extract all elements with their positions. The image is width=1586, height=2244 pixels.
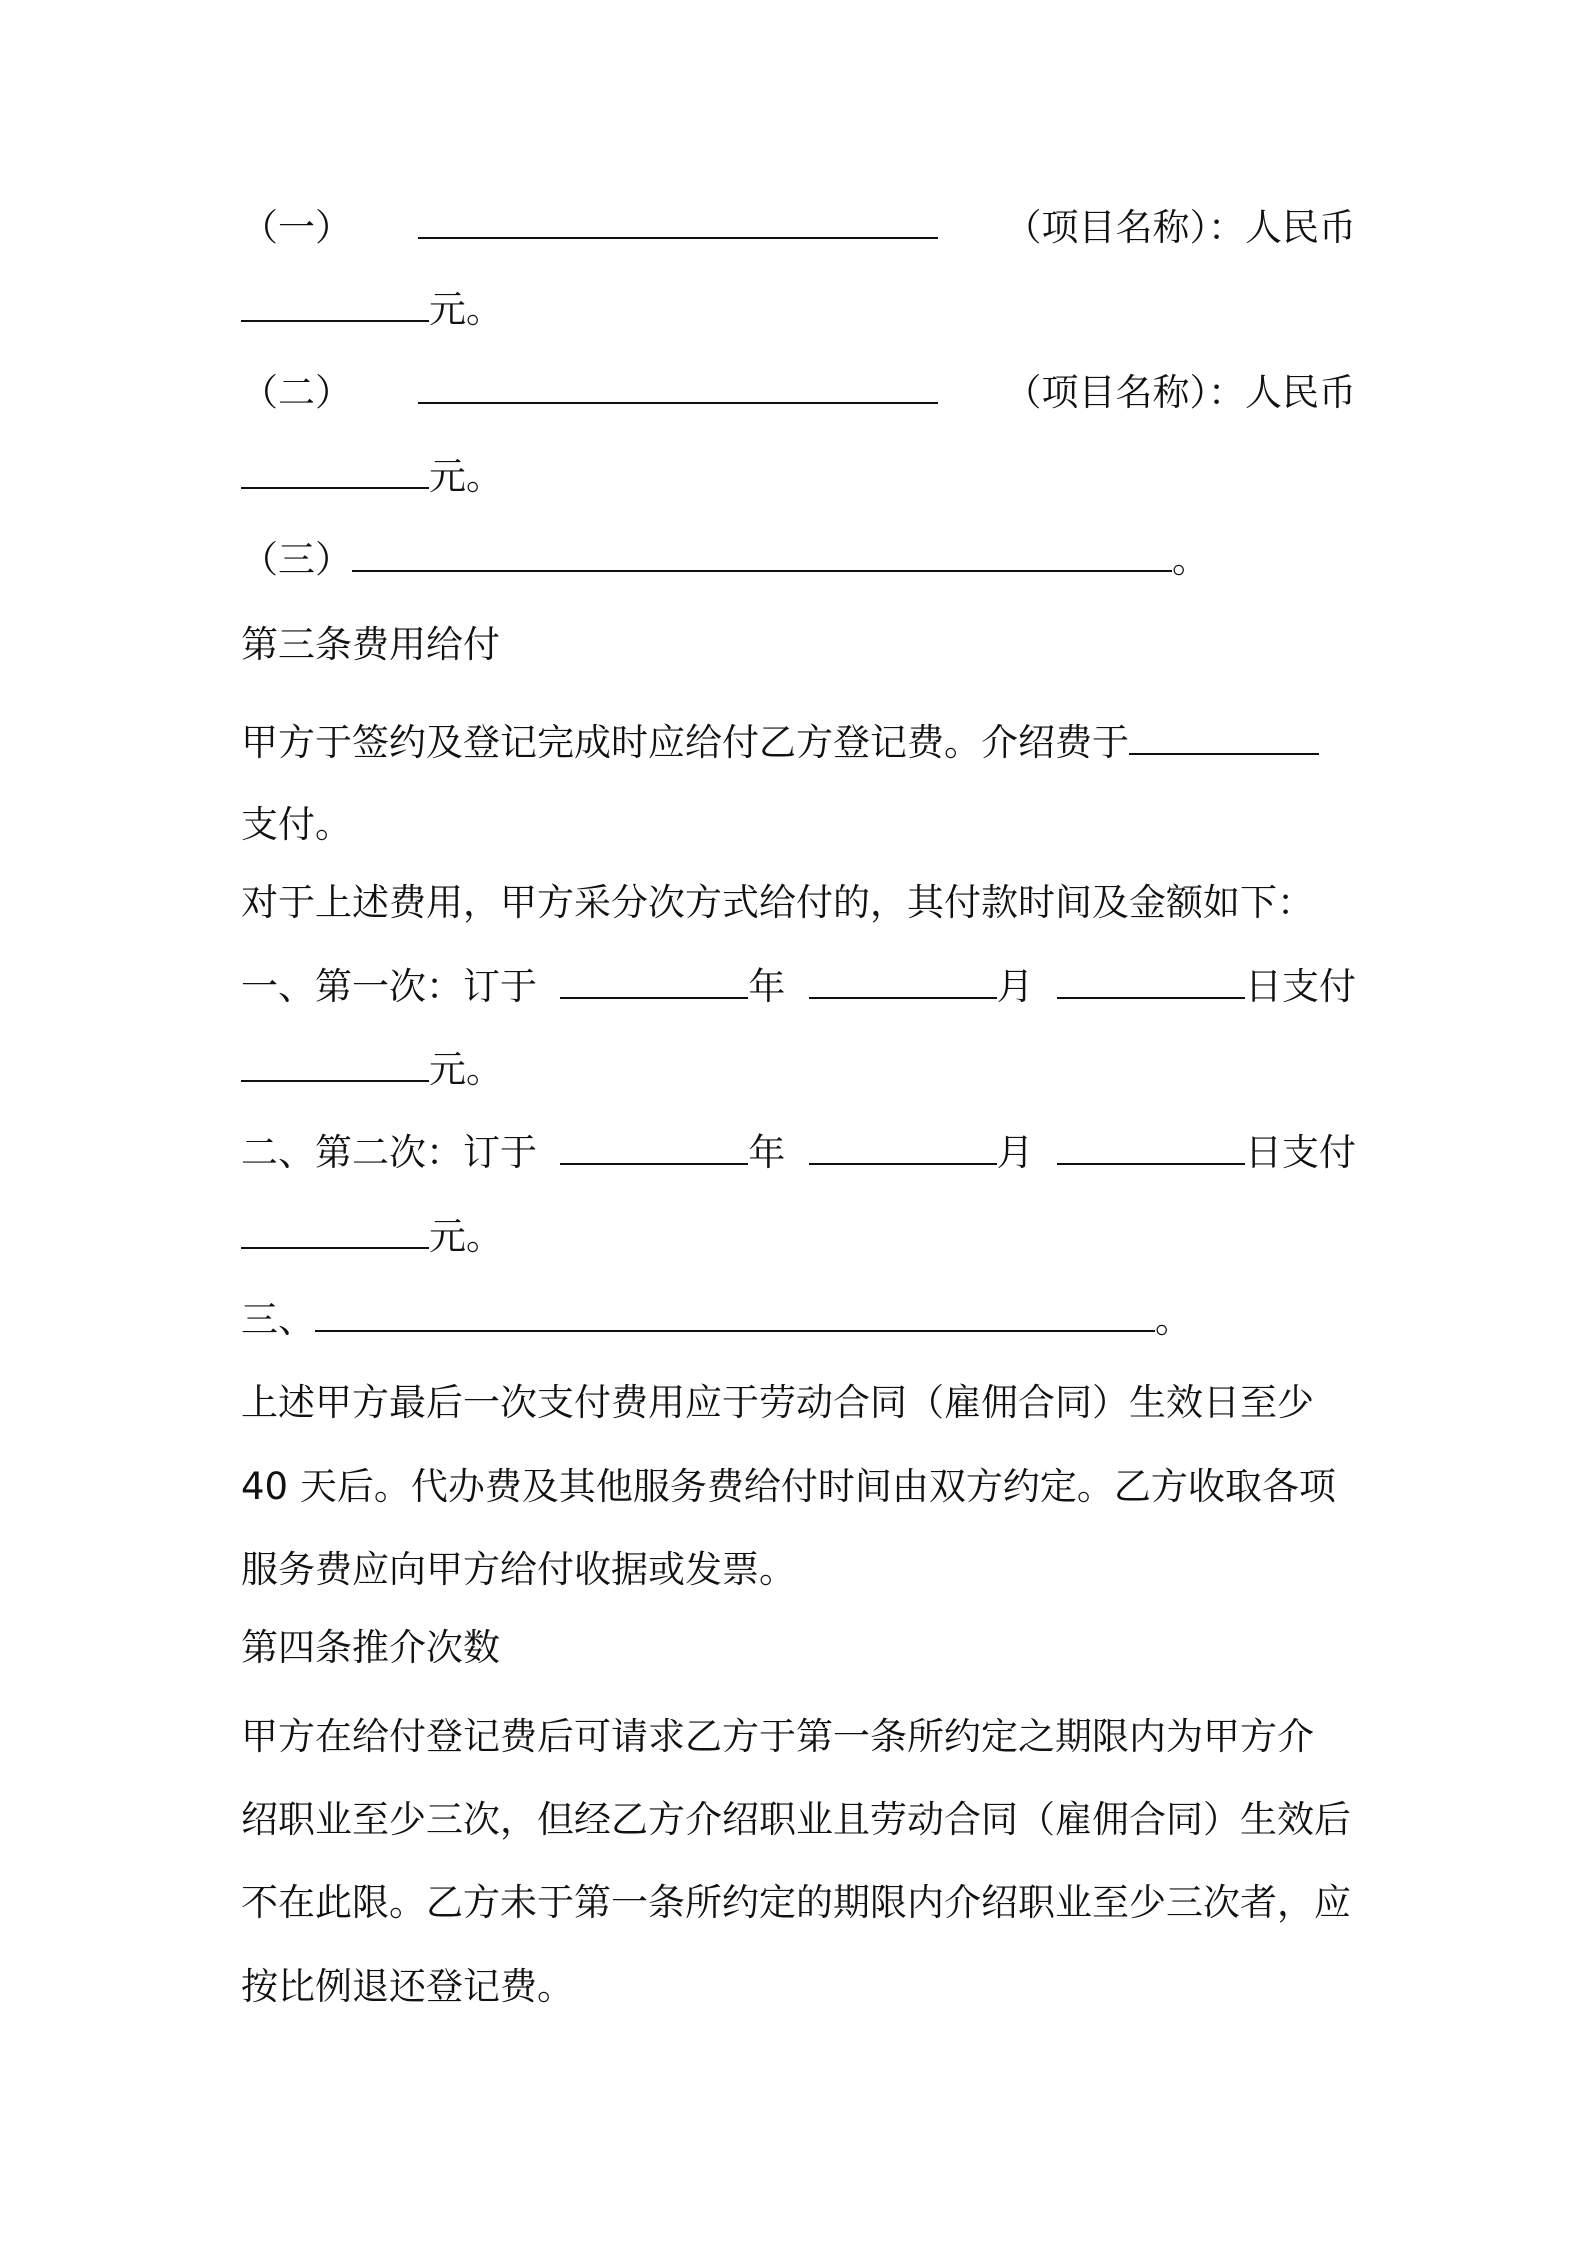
third-payment-blank[interactable] (315, 1296, 1155, 1332)
first-payment-year-blank[interactable] (560, 963, 748, 999)
item-three-blank[interactable] (352, 536, 1172, 572)
item-three-label: （三） (241, 538, 352, 581)
article3-p3-line1: 上述甲方最后一次支付费用应于劳动合同（雇佣合同）生效日至少 (241, 1381, 1314, 1424)
article4-line1: 甲方在给付登记费后可请求乙方于第一条所约定之期限内为甲方介 (241, 1715, 1314, 1758)
item-three-line (241, 535, 1356, 585)
second-payment-amount-blank[interactable] (241, 1213, 429, 1249)
third-payment-label: 三、 (241, 1298, 315, 1341)
article4-line2: 绍职业至少三次，但经乙方介绍职业且劳动合同（雇佣合同）生效后 (241, 1798, 1351, 1841)
first-payment-label: 一、第一次：订于 (241, 965, 537, 1008)
first-payment-unit: 元。 (429, 1048, 503, 1091)
first-payment-month-label: 月 (996, 965, 1034, 1008)
second-payment-day-label: 日支付 (1244, 1131, 1356, 1174)
item-one-amount-line (241, 285, 1356, 335)
article4-title: 第四条推介次数 (241, 1626, 500, 1669)
article3-p1-text: 甲方于签约及登记完成时应给付乙方登记费。介绍费于 (241, 721, 1129, 764)
item-one-name-blank[interactable] (418, 203, 938, 239)
third-payment-end: 。 (1155, 1298, 1192, 1341)
item-two-unit: 元。 (429, 455, 503, 498)
item-one-line (241, 203, 1356, 253)
intro-fee-time-blank[interactable] (1129, 719, 1319, 755)
article4-line4: 按比例退还登记费。 (241, 1965, 574, 2008)
item-three-end: 。 (1172, 538, 1209, 581)
second-payment-month-blank[interactable] (809, 1129, 997, 1165)
second-payment-year-blank[interactable] (560, 1129, 748, 1165)
first-payment-day-label: 日支付 (1244, 965, 1356, 1008)
item-two-label: （二） (241, 371, 352, 414)
article3-p1-line2: 支付。 (241, 803, 352, 846)
second-payment-line (241, 1128, 1356, 1178)
article3-p3-line2: 40 天后。代办费及其他服务费给付时间由双方约定。乙方收取各项 (241, 1465, 1336, 1508)
item-one-amount-blank[interactable] (241, 286, 429, 322)
item-one-suffix: （项目名称）：人民币 (1004, 206, 1356, 249)
first-payment-amount-blank[interactable] (241, 1046, 429, 1082)
second-payment-month-label: 月 (996, 1131, 1034, 1174)
first-payment-year-label: 年 (748, 965, 786, 1008)
item-two-name-blank[interactable] (418, 368, 938, 404)
second-payment-day-blank[interactable] (1057, 1129, 1245, 1165)
second-payment-amount-line (241, 1212, 1356, 1262)
article3-p2: 对于上述费用，甲方采分次方式给付的，其付款时间及金额如下： (241, 881, 1314, 924)
item-two-amount-blank[interactable] (241, 453, 429, 489)
first-payment-line (241, 962, 1356, 1012)
second-payment-year-label: 年 (748, 1131, 786, 1174)
item-two-suffix: （项目名称）：人民币 (1004, 371, 1356, 414)
article4-line3: 不在此限。乙方未于第一条所约定的期限内介绍职业至少三次者，应 (241, 1881, 1351, 1924)
first-payment-month-blank[interactable] (809, 963, 997, 999)
item-two-amount-line (241, 452, 1356, 502)
item-one-unit: 元。 (429, 288, 503, 331)
first-payment-day-blank[interactable] (1057, 963, 1245, 999)
second-payment-label: 二、第二次：订于 (241, 1131, 537, 1174)
second-payment-unit: 元。 (429, 1215, 503, 1258)
article3-p3-line3: 服务费应向甲方给付收据或发票。 (241, 1548, 796, 1591)
third-payment-line (241, 1295, 1356, 1345)
item-two-line (241, 368, 1356, 418)
article3-p1-line1 (241, 718, 1356, 768)
article3-title: 第三条费用给付 (241, 623, 500, 666)
item-one-label: （一） (241, 206, 352, 249)
first-payment-amount-line (241, 1045, 1356, 1095)
